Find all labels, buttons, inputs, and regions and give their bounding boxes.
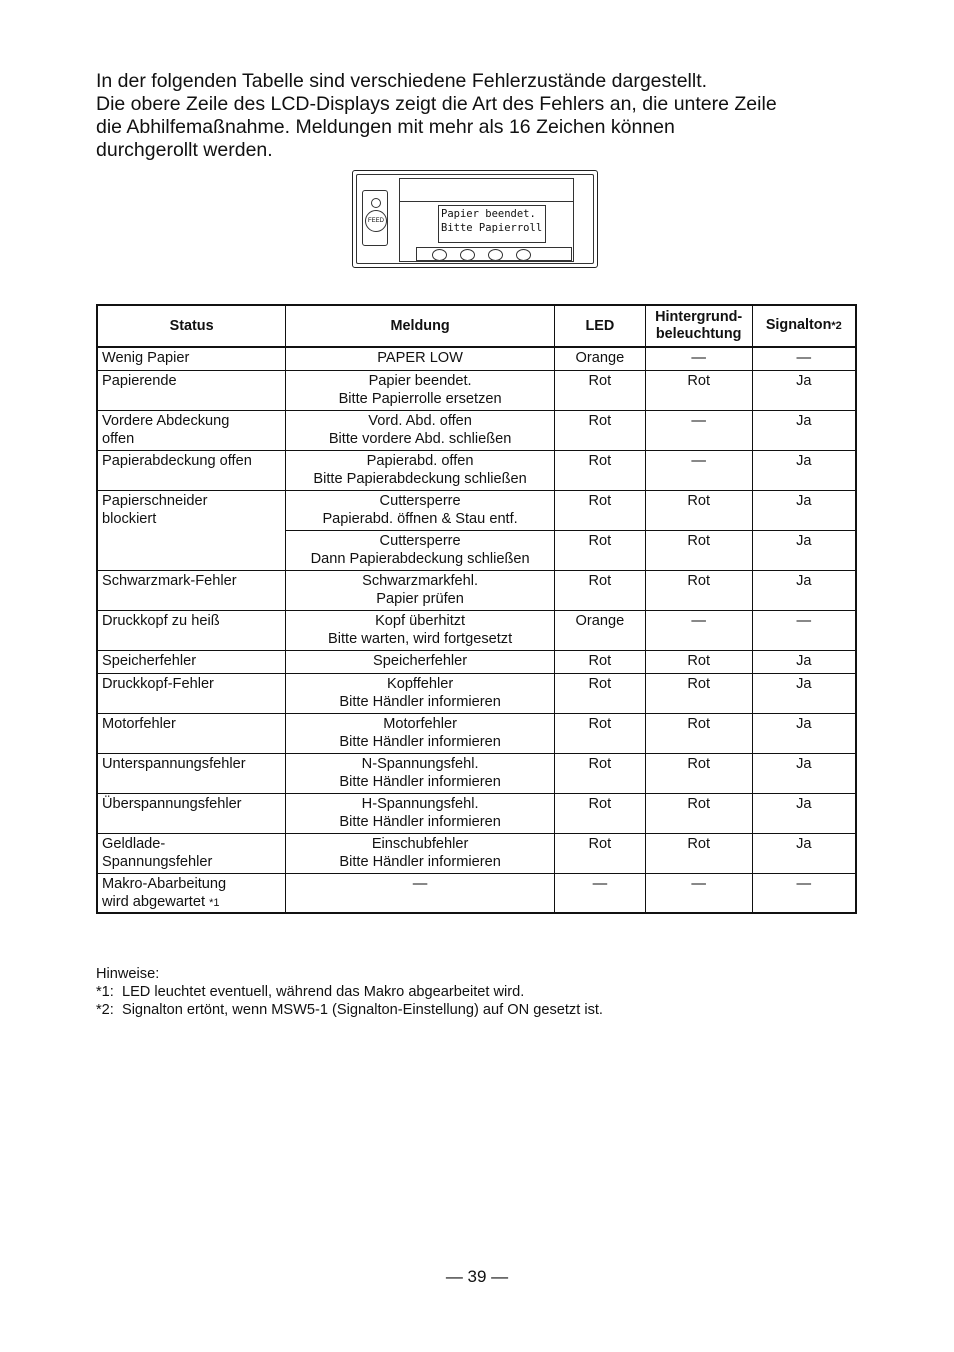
lcd-line-1: Papier beendet.: [441, 208, 536, 220]
message-text: Bitte Händler informieren: [339, 733, 501, 750]
lcd-key-bar: [416, 247, 572, 261]
backlight-cell: —: [645, 410, 752, 450]
message-text: Bitte Händler informieren: [339, 693, 501, 710]
status-text: Druckkopf zu heiß: [102, 612, 220, 629]
led-cell: Orange: [555, 347, 646, 370]
status-text: Speicherfehler: [102, 652, 197, 669]
led-cell: Rot: [555, 450, 646, 490]
led-cell: Rot: [555, 530, 646, 570]
message-text: Cuttersperre: [379, 532, 461, 549]
key-oval-icon: [432, 249, 447, 261]
status-text: Wenig Papier: [102, 350, 190, 366]
buzzer-cell: Ja: [752, 833, 856, 873]
note-1: *1: LED leuchtet eventuell, während das Makro abgearbeitet wird.: [96, 984, 525, 1000]
lcd-frame: [399, 178, 574, 262]
led-cell: Rot: [555, 793, 646, 833]
status-text: Unterspannungsfehler: [102, 755, 246, 772]
status-cell: [97, 833, 286, 873]
notes-section: [96, 965, 603, 1019]
status-text: Geldlade-: [102, 835, 166, 852]
status-cell: [97, 673, 286, 713]
buzzer-cell: Ja: [752, 673, 856, 713]
message-text: Papierabd. öffnen & Stau entf.: [322, 510, 518, 527]
intro-line: durchgerollt werden.: [96, 139, 273, 161]
table-row: [97, 833, 856, 873]
message-cell: [286, 873, 555, 913]
status-text: Papierschneider: [102, 492, 208, 509]
backlight-cell: Rot: [645, 833, 752, 873]
message-cell: [286, 490, 555, 530]
page-number: — 39 —: [445, 1267, 509, 1286]
status-cell: [97, 370, 286, 410]
status-cell: [97, 410, 286, 450]
status-cell: [97, 570, 286, 610]
lcd-divider: [400, 201, 573, 202]
table-row: [97, 793, 856, 833]
feed-button: FEED: [365, 210, 387, 232]
table-row: [97, 450, 856, 490]
buzzer-cell: —: [752, 347, 856, 370]
table-row: [97, 873, 856, 913]
status-cell: [97, 490, 286, 570]
message-cell: [286, 570, 555, 610]
backlight-cell: Rot: [645, 753, 752, 793]
error-table: [96, 304, 857, 914]
buzzer-cell: Ja: [752, 713, 856, 753]
header-led: LED: [555, 305, 646, 347]
message-text: Bitte Händler informieren: [339, 773, 501, 790]
intro-paragraph: [96, 70, 876, 162]
table-row: [97, 753, 856, 793]
status-cell: [97, 450, 286, 490]
message-cell: [286, 530, 555, 570]
header-meldung: Meldung: [286, 305, 555, 347]
key-oval-icon: [488, 249, 503, 261]
message-text: Speicherfehler: [373, 652, 468, 669]
led-cell: Rot: [555, 753, 646, 793]
status-text: [102, 893, 281, 912]
header-signalton: [752, 305, 856, 347]
buzzer-cell: Ja: [752, 650, 856, 673]
footnote-mark: *2: [831, 320, 842, 332]
backlight-cell: —: [645, 873, 752, 913]
message-text: Bitte Papierabdeckung schließen: [313, 470, 527, 487]
message-cell: [286, 650, 555, 673]
message-cell: [286, 610, 555, 650]
led-cell: Orange: [555, 610, 646, 650]
table-row: [97, 410, 856, 450]
device-panel: [356, 174, 594, 264]
backlight-cell: Rot: [645, 490, 752, 530]
footnote-mark: *1: [209, 896, 220, 909]
message-text: Bitte vordere Abd. schließen: [328, 430, 512, 447]
table-row: [97, 673, 856, 713]
message-text: Kopf überhitzt: [375, 612, 466, 629]
message-cell: [286, 713, 555, 753]
table-row: [97, 650, 856, 673]
message-text: Papier prüfen: [376, 590, 464, 607]
buzzer-cell: Ja: [752, 793, 856, 833]
led-cell: Rot: [555, 650, 646, 673]
backlight-cell: Rot: [645, 650, 752, 673]
status-cell: [97, 347, 286, 370]
backlight-cell: Rot: [645, 530, 752, 570]
led-cell: Rot: [555, 713, 646, 753]
buzzer-cell: Ja: [752, 490, 856, 530]
message-text: H-Spannungsfehl.: [361, 795, 479, 812]
lcd-screen: [438, 205, 546, 243]
status-text: Papierabdeckung offen: [102, 452, 252, 469]
message-text: —: [412, 875, 428, 892]
status-text: offen: [102, 430, 135, 447]
led-cell: Rot: [555, 570, 646, 610]
backlight-cell: Rot: [645, 673, 752, 713]
message-cell: [286, 450, 555, 490]
status-text: Spannungsfehler: [102, 853, 213, 870]
message-text: Motorfehler: [383, 715, 457, 732]
buzzer-cell: Ja: [752, 753, 856, 793]
intro-line: Die obere Zeile des LCD-Displays zeigt die Art des Fehlers an, die untere Zeile: [96, 93, 777, 115]
table-row: [97, 570, 856, 610]
message-text: Bitte warten, wird fortgesetzt: [328, 630, 513, 647]
printer-display-illustration: [352, 170, 598, 268]
buzzer-cell: Ja: [752, 530, 856, 570]
backlight-cell: Rot: [645, 370, 752, 410]
table-row: [97, 347, 856, 370]
backlight-cell: —: [645, 610, 752, 650]
table-row: [97, 370, 856, 410]
status-cell: [97, 650, 286, 673]
message-text: Einschubfehler: [371, 835, 469, 852]
backlight-cell: —: [645, 347, 752, 370]
message-text: Cuttersperre: [379, 492, 461, 509]
table-row: [97, 713, 856, 753]
header-status: Status: [97, 305, 286, 347]
backlight-cell: Rot: [645, 793, 752, 833]
notes-title: Hinweise:: [96, 966, 160, 982]
status-cell: [97, 873, 286, 913]
backlight-cell: Rot: [645, 713, 752, 753]
intro-line: In der folgenden Tabelle sind verschiedene Fehlerzustände dargestellt.: [96, 70, 708, 92]
message-text: Bitte Händler informieren: [339, 813, 501, 830]
button-panel: [362, 190, 388, 246]
message-text: Bitte Papierrolle ersetzen: [338, 390, 502, 407]
note-2: *2: Signalton ertönt, wenn MSW5-1 (Signalton-Einstellung) auf ON gesetzt ist.: [96, 1002, 603, 1018]
buzzer-cell: Ja: [752, 570, 856, 610]
message-text: Dann Papierabdeckung schließen: [310, 550, 530, 567]
status-text: Motorfehler: [102, 715, 176, 732]
backlight-cell: —: [645, 450, 752, 490]
message-text: Schwarzmarkfehl.: [362, 572, 479, 589]
status-cell: [97, 610, 286, 650]
message-text: Bitte Händler informieren: [339, 853, 501, 870]
header-text: beleuchtung: [655, 326, 742, 342]
buzzer-cell: Ja: [752, 410, 856, 450]
status-text: Vordere Abdeckung: [102, 412, 230, 429]
message-text: PAPER LOW: [377, 350, 463, 366]
message-cell: [286, 833, 555, 873]
header-hintergrundbeleuchtung: [645, 305, 752, 347]
message-text: Kopffehler: [386, 675, 454, 692]
table-header-row: [97, 305, 856, 347]
status-text: Druckkopf-Fehler: [102, 675, 214, 692]
buzzer-cell: —: [752, 873, 856, 913]
table-row: [97, 610, 856, 650]
buzzer-cell: —: [752, 610, 856, 650]
led-cell: Rot: [555, 490, 646, 530]
status-text: Schwarzmark-Fehler: [102, 572, 237, 589]
message-cell: [286, 753, 555, 793]
message-text: N-Spannungsfehl.: [361, 755, 479, 772]
status-text: Papierende: [102, 372, 177, 389]
buzzer-cell: Ja: [752, 450, 856, 490]
led-cell: —: [555, 873, 646, 913]
backlight-cell: Rot: [645, 570, 752, 610]
header-text: Hintergrund-: [655, 309, 743, 325]
buzzer-cell: Ja: [752, 370, 856, 410]
status-cell: [97, 753, 286, 793]
header-text: Signalton: [765, 317, 832, 333]
status-cell: [97, 713, 286, 753]
led-cell: Rot: [555, 370, 646, 410]
message-text: Papier beendet.: [368, 372, 472, 389]
led-cell: Rot: [555, 833, 646, 873]
table-row: [97, 490, 856, 530]
message-cell: [286, 410, 555, 450]
led-indicator-icon: [371, 198, 381, 208]
lcd-line-2: Bitte Papierroll: [441, 222, 543, 234]
key-oval-icon: [460, 249, 475, 261]
key-oval-icon: [516, 249, 531, 261]
status-text: Überspannungsfehler: [102, 795, 242, 812]
message-cell: [286, 370, 555, 410]
status-text: Makro-Abarbeitung: [102, 875, 227, 892]
status-text: blockiert: [102, 510, 157, 527]
message-text: Vord. Abd. offen: [368, 412, 472, 429]
message-text: Papierabd. offen: [366, 452, 474, 469]
message-cell: [286, 347, 555, 370]
led-cell: Rot: [555, 673, 646, 713]
led-cell: Rot: [555, 410, 646, 450]
status-text-part: wird abgewartet: [102, 893, 206, 910]
intro-line: die Abhilfemaßnahme. Meldungen mit mehr als 16 Zeichen können: [96, 116, 675, 138]
message-cell: [286, 793, 555, 833]
status-cell: [97, 793, 286, 833]
message-cell: [286, 673, 555, 713]
